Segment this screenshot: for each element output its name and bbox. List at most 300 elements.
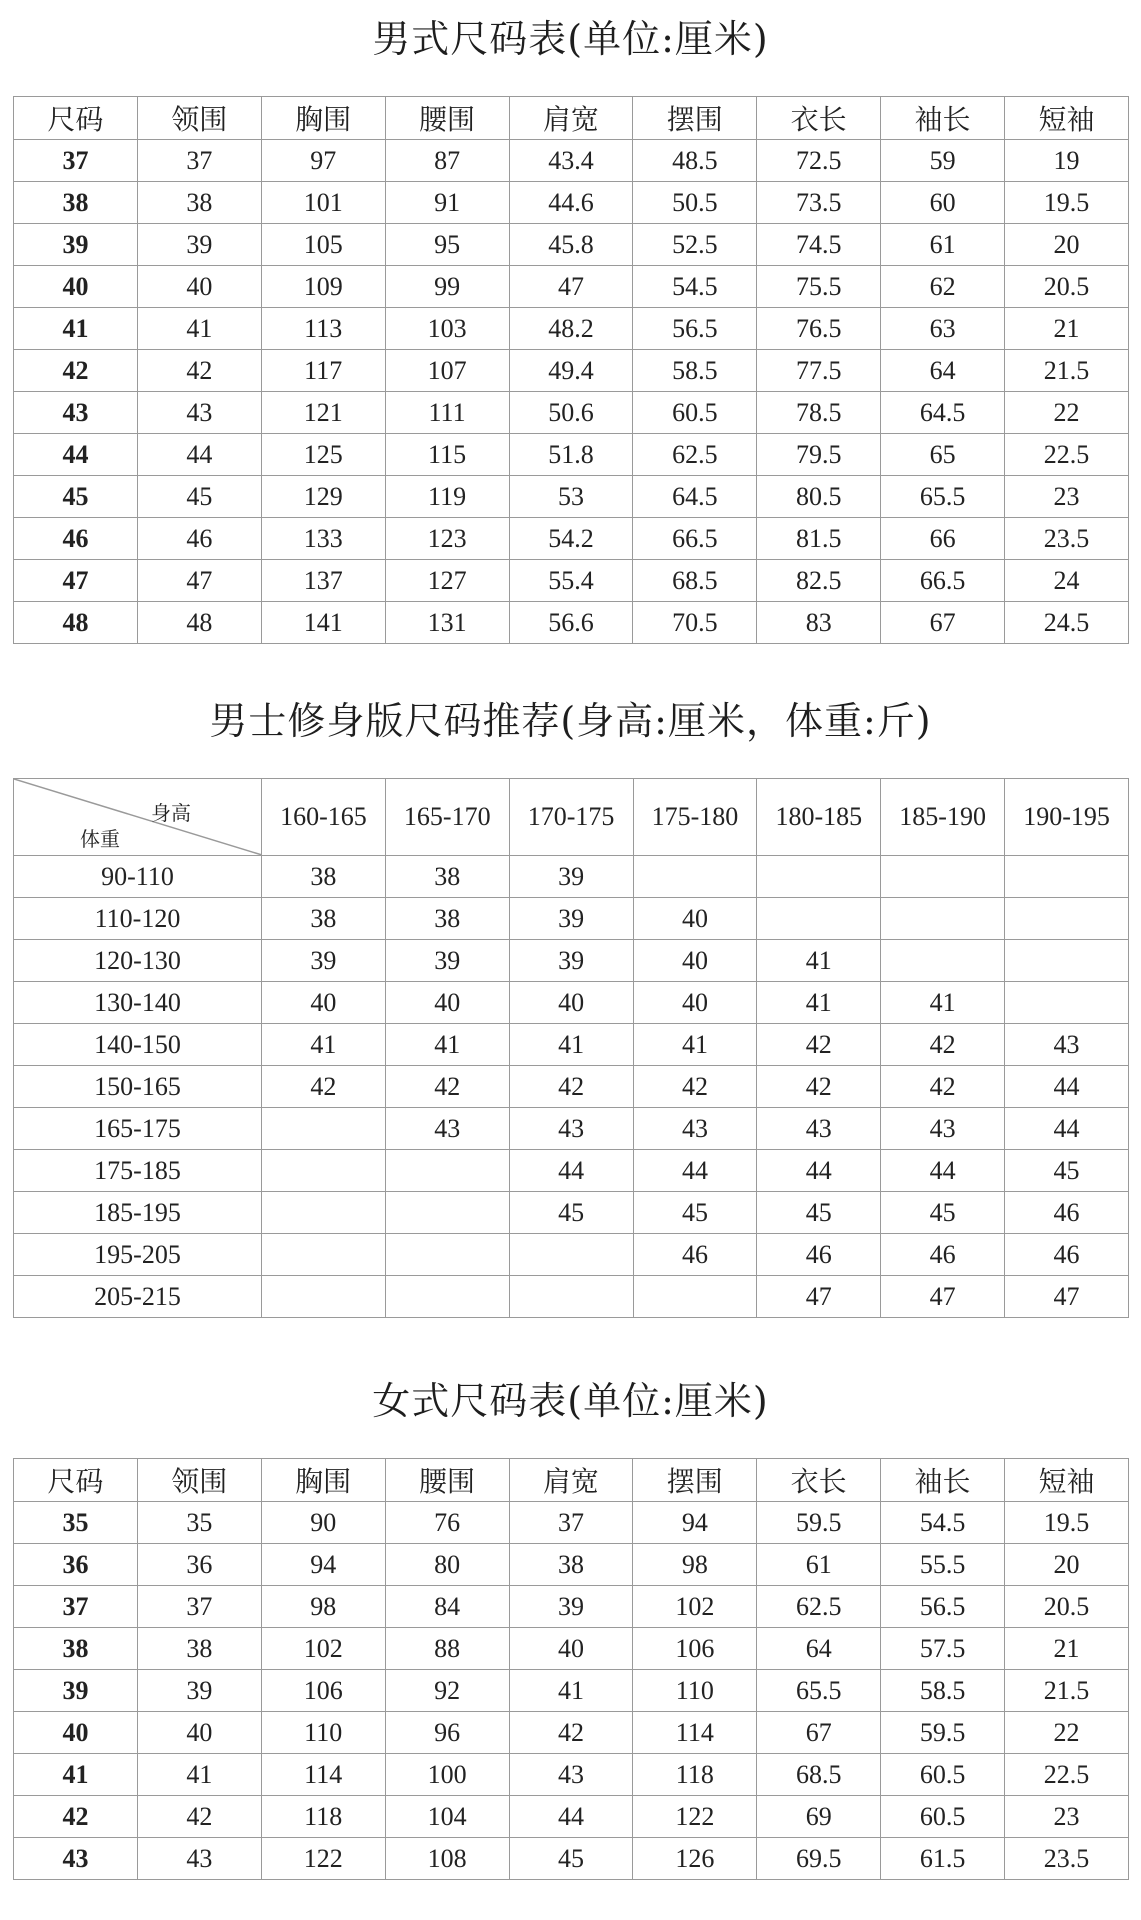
measurement-cell: 37 (509, 1502, 633, 1544)
recommended-size-cell: 40 (385, 982, 509, 1024)
weight-range-cell: 90-110 (14, 856, 262, 898)
weight-range-cell: 140-150 (14, 1024, 262, 1066)
measurement-cell: 106 (633, 1628, 757, 1670)
measurement-cell: 54.5 (881, 1502, 1005, 1544)
measurement-cell: 44 (137, 434, 261, 476)
recommended-size-cell (1005, 940, 1129, 982)
measurement-cell: 82.5 (757, 560, 881, 602)
measurement-cell: 74.5 (757, 224, 881, 266)
column-header: 领围 (137, 1459, 261, 1502)
size-cell: 38 (14, 182, 138, 224)
diagonal-divider (14, 779, 262, 855)
measurement-cell: 60.5 (881, 1796, 1005, 1838)
weight-range-cell: 120-130 (14, 940, 262, 982)
table-row (14, 1628, 1129, 1670)
measurement-cell: 76 (385, 1502, 509, 1544)
table-header-row (14, 97, 1129, 140)
table-row (14, 1192, 1129, 1234)
table-row (14, 940, 1129, 982)
recommended-size-cell (262, 1234, 386, 1276)
measurement-cell: 115 (385, 434, 509, 476)
column-header: 胸围 (261, 1459, 385, 1502)
measurement-cell: 107 (385, 350, 509, 392)
measurement-cell: 66 (881, 518, 1005, 560)
measurement-cell: 68.5 (633, 560, 757, 602)
men-slim-recommendation-table (13, 778, 1129, 1318)
measurement-cell: 66.5 (881, 560, 1005, 602)
measurement-cell: 131 (385, 602, 509, 644)
measurement-cell: 141 (261, 602, 385, 644)
measurement-cell: 88 (385, 1628, 509, 1670)
measurement-cell: 113 (261, 308, 385, 350)
measurement-cell: 22 (1005, 1712, 1129, 1754)
measurement-cell: 72.5 (757, 140, 881, 182)
height-range-header: 180-185 (757, 779, 881, 856)
measurement-cell: 43 (137, 392, 261, 434)
table-row (14, 1502, 1129, 1544)
size-cell: 47 (14, 560, 138, 602)
men-size-table (13, 96, 1129, 644)
size-cell: 39 (14, 1670, 138, 1712)
recommended-size-cell (881, 898, 1005, 940)
table-row (14, 350, 1129, 392)
size-cell: 37 (14, 1586, 138, 1628)
measurement-cell: 39 (509, 1586, 633, 1628)
table-row (14, 1234, 1129, 1276)
measurement-cell: 53 (509, 476, 633, 518)
measurement-cell: 75.5 (757, 266, 881, 308)
women-size-table-title: 女式尺码表(单位:厘米) (372, 1379, 769, 1423)
measurement-cell: 20 (1005, 1544, 1129, 1586)
recommended-size-cell: 46 (1005, 1234, 1129, 1276)
column-header: 尺码 (14, 97, 138, 140)
measurement-cell: 122 (633, 1796, 757, 1838)
recommended-size-cell: 47 (881, 1276, 1005, 1318)
table-row (14, 392, 1129, 434)
column-header: 衣长 (757, 1459, 881, 1502)
measurement-cell: 76.5 (757, 308, 881, 350)
size-cell: 35 (14, 1502, 138, 1544)
measurement-cell: 102 (633, 1586, 757, 1628)
weight-range-cell: 150-165 (14, 1066, 262, 1108)
recommended-size-cell: 39 (509, 898, 633, 940)
measurement-cell: 46 (137, 518, 261, 560)
table-row (14, 1544, 1129, 1586)
recommended-size-cell: 41 (385, 1024, 509, 1066)
measurement-cell: 41 (137, 308, 261, 350)
size-cell: 45 (14, 476, 138, 518)
measurement-cell: 67 (881, 602, 1005, 644)
recommended-size-cell: 38 (385, 898, 509, 940)
measurement-cell: 48.5 (633, 140, 757, 182)
measurement-cell: 55.5 (881, 1544, 1005, 1586)
measurement-cell: 45.8 (509, 224, 633, 266)
measurement-cell: 68.5 (757, 1754, 881, 1796)
measurement-cell: 41 (509, 1670, 633, 1712)
measurement-cell: 57.5 (881, 1628, 1005, 1670)
measurement-cell: 58.5 (881, 1670, 1005, 1712)
measurement-cell: 123 (385, 518, 509, 560)
recommended-size-cell: 47 (1005, 1276, 1129, 1318)
column-header: 短袖 (1005, 97, 1129, 140)
height-range-header: 185-190 (881, 779, 1005, 856)
table-row (14, 856, 1129, 898)
measurement-cell: 63 (881, 308, 1005, 350)
measurement-cell: 56.5 (633, 308, 757, 350)
measurement-cell: 40 (137, 266, 261, 308)
recommended-size-cell: 38 (262, 856, 386, 898)
measurement-cell: 64.5 (881, 392, 1005, 434)
measurement-cell: 44 (509, 1796, 633, 1838)
weight-range-cell: 110-120 (14, 898, 262, 940)
measurement-cell: 52.5 (633, 224, 757, 266)
size-cell: 46 (14, 518, 138, 560)
measurement-cell: 64 (757, 1628, 881, 1670)
measurement-cell: 99 (385, 266, 509, 308)
recommended-size-cell: 38 (385, 856, 509, 898)
size-cell: 48 (14, 602, 138, 644)
size-cell: 42 (14, 350, 138, 392)
measurement-cell: 100 (385, 1754, 509, 1796)
table-row (14, 1066, 1129, 1108)
measurement-cell: 70.5 (633, 602, 757, 644)
header-corner-cell (14, 779, 262, 856)
measurement-cell: 43 (137, 1838, 261, 1880)
measurement-cell: 45 (509, 1838, 633, 1880)
recommended-size-cell (1005, 982, 1129, 1024)
recommended-size-cell: 45 (1005, 1150, 1129, 1192)
measurement-cell: 59.5 (757, 1502, 881, 1544)
table-row (14, 1586, 1129, 1628)
column-header: 摆围 (633, 1459, 757, 1502)
measurement-cell: 95 (385, 224, 509, 266)
measurement-cell: 84 (385, 1586, 509, 1628)
measurement-cell: 121 (261, 392, 385, 434)
height-range-header: 160-165 (262, 779, 386, 856)
recommended-size-cell: 40 (633, 982, 757, 1024)
column-header: 腰围 (385, 1459, 509, 1502)
measurement-cell: 50.6 (509, 392, 633, 434)
table-row (14, 1150, 1129, 1192)
measurement-cell: 91 (385, 182, 509, 224)
recommended-size-cell (881, 856, 1005, 898)
measurement-cell: 43.4 (509, 140, 633, 182)
measurement-cell: 117 (261, 350, 385, 392)
measurement-cell: 126 (633, 1838, 757, 1880)
measurement-cell: 77.5 (757, 350, 881, 392)
table-row (14, 602, 1129, 644)
recommended-size-cell (262, 1192, 386, 1234)
table-row (14, 982, 1129, 1024)
measurement-cell: 137 (261, 560, 385, 602)
measurement-cell: 106 (261, 1670, 385, 1712)
measurement-cell: 38 (509, 1544, 633, 1586)
recommended-size-cell (1005, 856, 1129, 898)
height-range-header: 190-195 (1005, 779, 1129, 856)
recommended-size-cell: 41 (262, 1024, 386, 1066)
recommended-size-cell: 41 (633, 1024, 757, 1066)
measurement-cell: 37 (137, 140, 261, 182)
recommended-size-cell (757, 856, 881, 898)
recommended-size-cell (262, 1108, 386, 1150)
measurement-cell: 40 (509, 1628, 633, 1670)
measurement-cell: 92 (385, 1670, 509, 1712)
recommended-size-cell: 42 (881, 1024, 1005, 1066)
measurement-cell: 44.6 (509, 182, 633, 224)
measurement-cell: 94 (633, 1502, 757, 1544)
column-header: 袖长 (881, 97, 1005, 140)
measurement-cell: 102 (261, 1628, 385, 1670)
recommended-size-cell: 46 (1005, 1192, 1129, 1234)
measurement-cell: 65.5 (881, 476, 1005, 518)
column-header: 腰围 (385, 97, 509, 140)
measurement-cell: 62.5 (757, 1586, 881, 1628)
measurement-cell: 125 (261, 434, 385, 476)
table-header-row (14, 779, 1129, 856)
measurement-cell: 66.5 (633, 518, 757, 560)
measurement-cell: 49.4 (509, 350, 633, 392)
measurement-cell: 41 (137, 1754, 261, 1796)
recommended-size-cell: 44 (1005, 1066, 1129, 1108)
size-cell: 43 (14, 392, 138, 434)
measurement-cell: 114 (633, 1712, 757, 1754)
recommended-size-cell: 41 (757, 982, 881, 1024)
recommended-size-cell: 45 (633, 1192, 757, 1234)
measurement-cell: 129 (261, 476, 385, 518)
size-cell: 40 (14, 266, 138, 308)
measurement-cell: 109 (261, 266, 385, 308)
size-cell: 38 (14, 1628, 138, 1670)
table-row (14, 1670, 1129, 1712)
measurement-cell: 48 (137, 602, 261, 644)
measurement-cell: 21 (1005, 1628, 1129, 1670)
measurement-cell: 39 (137, 224, 261, 266)
size-cell: 41 (14, 1754, 138, 1796)
measurement-cell: 110 (633, 1670, 757, 1712)
recommended-size-cell: 41 (509, 1024, 633, 1066)
table-row (14, 1754, 1129, 1796)
measurement-cell: 90 (261, 1502, 385, 1544)
recommended-size-cell: 42 (757, 1024, 881, 1066)
recommended-size-cell: 40 (262, 982, 386, 1024)
weight-range-cell: 185-195 (14, 1192, 262, 1234)
column-header: 短袖 (1005, 1459, 1129, 1502)
recommended-size-cell: 44 (633, 1150, 757, 1192)
measurement-cell: 36 (137, 1544, 261, 1586)
measurement-cell: 24.5 (1005, 602, 1129, 644)
measurement-cell: 45 (137, 476, 261, 518)
measurement-cell: 64 (881, 350, 1005, 392)
corner-height-label: 身高 (151, 803, 191, 825)
size-cell: 41 (14, 308, 138, 350)
measurement-cell: 47 (509, 266, 633, 308)
size-cell: 36 (14, 1544, 138, 1586)
measurement-cell: 37 (137, 1586, 261, 1628)
recommended-size-cell (385, 1150, 509, 1192)
recommended-size-cell: 40 (633, 940, 757, 982)
table-row (14, 182, 1129, 224)
measurement-cell: 61 (881, 224, 1005, 266)
measurement-cell: 61.5 (881, 1838, 1005, 1880)
measurement-cell: 19.5 (1005, 182, 1129, 224)
measurement-cell: 21.5 (1005, 1670, 1129, 1712)
size-cell: 42 (14, 1796, 138, 1838)
measurement-cell: 127 (385, 560, 509, 602)
recommended-size-cell: 44 (509, 1150, 633, 1192)
column-header: 肩宽 (509, 1459, 633, 1502)
table-row (14, 1712, 1129, 1754)
measurement-cell: 54.5 (633, 266, 757, 308)
measurement-cell: 97 (261, 140, 385, 182)
men-slim-recommendation-title: 男士修身版尺码推荐(身高:厘米，体重:斤) (209, 699, 932, 743)
table-row (14, 266, 1129, 308)
measurement-cell: 19 (1005, 140, 1129, 182)
recommended-size-cell: 43 (1005, 1024, 1129, 1066)
measurement-cell: 48.2 (509, 308, 633, 350)
recommended-size-cell (509, 1276, 633, 1318)
recommended-size-cell: 46 (633, 1234, 757, 1276)
table-row (14, 1108, 1129, 1150)
measurement-cell: 62 (881, 266, 1005, 308)
measurement-cell: 24 (1005, 560, 1129, 602)
women-size-table (13, 1458, 1129, 1880)
measurement-cell: 56.5 (881, 1586, 1005, 1628)
measurement-cell: 19.5 (1005, 1502, 1129, 1544)
measurement-cell: 20.5 (1005, 1586, 1129, 1628)
recommended-size-cell: 43 (881, 1108, 1005, 1150)
column-header: 衣长 (757, 97, 881, 140)
measurement-cell: 60.5 (633, 392, 757, 434)
recommended-size-cell (633, 856, 757, 898)
weight-range-cell: 175-185 (14, 1150, 262, 1192)
recommended-size-cell: 41 (881, 982, 1005, 1024)
measurement-cell: 20 (1005, 224, 1129, 266)
recommended-size-cell: 47 (757, 1276, 881, 1318)
measurement-cell: 110 (261, 1712, 385, 1754)
measurement-cell: 55.4 (509, 560, 633, 602)
recommended-size-cell: 45 (509, 1192, 633, 1234)
measurement-cell: 108 (385, 1838, 509, 1880)
measurement-cell: 96 (385, 1712, 509, 1754)
column-header: 尺码 (14, 1459, 138, 1502)
measurement-cell: 60 (881, 182, 1005, 224)
measurement-cell: 118 (261, 1796, 385, 1838)
recommended-size-cell: 42 (881, 1066, 1005, 1108)
size-cell: 44 (14, 434, 138, 476)
recommended-size-cell: 43 (509, 1108, 633, 1150)
measurement-cell: 42 (509, 1712, 633, 1754)
measurement-cell: 20.5 (1005, 266, 1129, 308)
measurement-cell: 42 (137, 350, 261, 392)
measurement-cell: 67 (757, 1712, 881, 1754)
recommended-size-cell: 42 (633, 1066, 757, 1108)
recommended-size-cell: 44 (1005, 1108, 1129, 1150)
recommended-size-cell (385, 1276, 509, 1318)
measurement-cell: 40 (137, 1712, 261, 1754)
measurement-cell: 87 (385, 140, 509, 182)
recommended-size-cell (881, 940, 1005, 982)
column-header: 摆围 (633, 97, 757, 140)
recommended-size-cell: 45 (881, 1192, 1005, 1234)
column-header: 肩宽 (509, 97, 633, 140)
size-cell: 37 (14, 140, 138, 182)
recommended-size-cell (385, 1234, 509, 1276)
recommended-size-cell: 39 (509, 940, 633, 982)
measurement-cell: 59 (881, 140, 1005, 182)
table-row (14, 1838, 1129, 1880)
table-row (14, 898, 1129, 940)
size-cell: 43 (14, 1838, 138, 1880)
measurement-cell: 38 (137, 1628, 261, 1670)
measurement-cell: 79.5 (757, 434, 881, 476)
recommended-size-cell: 42 (509, 1066, 633, 1108)
table-row (14, 1024, 1129, 1066)
weight-range-cell: 130-140 (14, 982, 262, 1024)
measurement-cell: 50.5 (633, 182, 757, 224)
measurement-cell: 69.5 (757, 1838, 881, 1880)
weight-range-cell: 195-205 (14, 1234, 262, 1276)
recommended-size-cell: 42 (262, 1066, 386, 1108)
measurement-cell: 103 (385, 308, 509, 350)
recommended-size-cell: 45 (757, 1192, 881, 1234)
table-row (14, 224, 1129, 266)
column-header: 胸围 (261, 97, 385, 140)
recommended-size-cell: 39 (262, 940, 386, 982)
table-row (14, 308, 1129, 350)
measurement-cell: 21.5 (1005, 350, 1129, 392)
measurement-cell: 39 (137, 1670, 261, 1712)
recommended-size-cell (1005, 898, 1129, 940)
measurement-cell: 62.5 (633, 434, 757, 476)
measurement-cell: 47 (137, 560, 261, 602)
recommended-size-cell (262, 1276, 386, 1318)
recommended-size-cell: 46 (881, 1234, 1005, 1276)
table-row (14, 140, 1129, 182)
measurement-cell: 22.5 (1005, 1754, 1129, 1796)
table-row (14, 518, 1129, 560)
measurement-cell: 43 (509, 1754, 633, 1796)
measurement-cell: 73.5 (757, 182, 881, 224)
measurement-cell: 22 (1005, 392, 1129, 434)
size-cell: 40 (14, 1712, 138, 1754)
measurement-cell: 35 (137, 1502, 261, 1544)
weight-range-cell: 205-215 (14, 1276, 262, 1318)
measurement-cell: 111 (385, 392, 509, 434)
measurement-cell: 22.5 (1005, 434, 1129, 476)
size-cell: 39 (14, 224, 138, 266)
height-range-header: 165-170 (385, 779, 509, 856)
table-row (14, 476, 1129, 518)
measurement-cell: 65 (881, 434, 1005, 476)
measurement-cell: 23 (1005, 1796, 1129, 1838)
measurement-cell: 58.5 (633, 350, 757, 392)
table-row (14, 434, 1129, 476)
weight-range-cell: 165-175 (14, 1108, 262, 1150)
measurement-cell: 98 (261, 1586, 385, 1628)
recommended-size-cell (633, 1276, 757, 1318)
measurement-cell: 23.5 (1005, 518, 1129, 560)
men-size-table-title: 男式尺码表(单位:厘米) (372, 17, 769, 61)
measurement-cell: 94 (261, 1544, 385, 1586)
recommended-size-cell: 44 (757, 1150, 881, 1192)
measurement-cell: 80.5 (757, 476, 881, 518)
measurement-cell: 119 (385, 476, 509, 518)
measurement-cell: 42 (137, 1796, 261, 1838)
measurement-cell: 105 (261, 224, 385, 266)
recommended-size-cell: 39 (385, 940, 509, 982)
recommended-size-cell: 44 (881, 1150, 1005, 1192)
recommended-size-cell: 46 (757, 1234, 881, 1276)
